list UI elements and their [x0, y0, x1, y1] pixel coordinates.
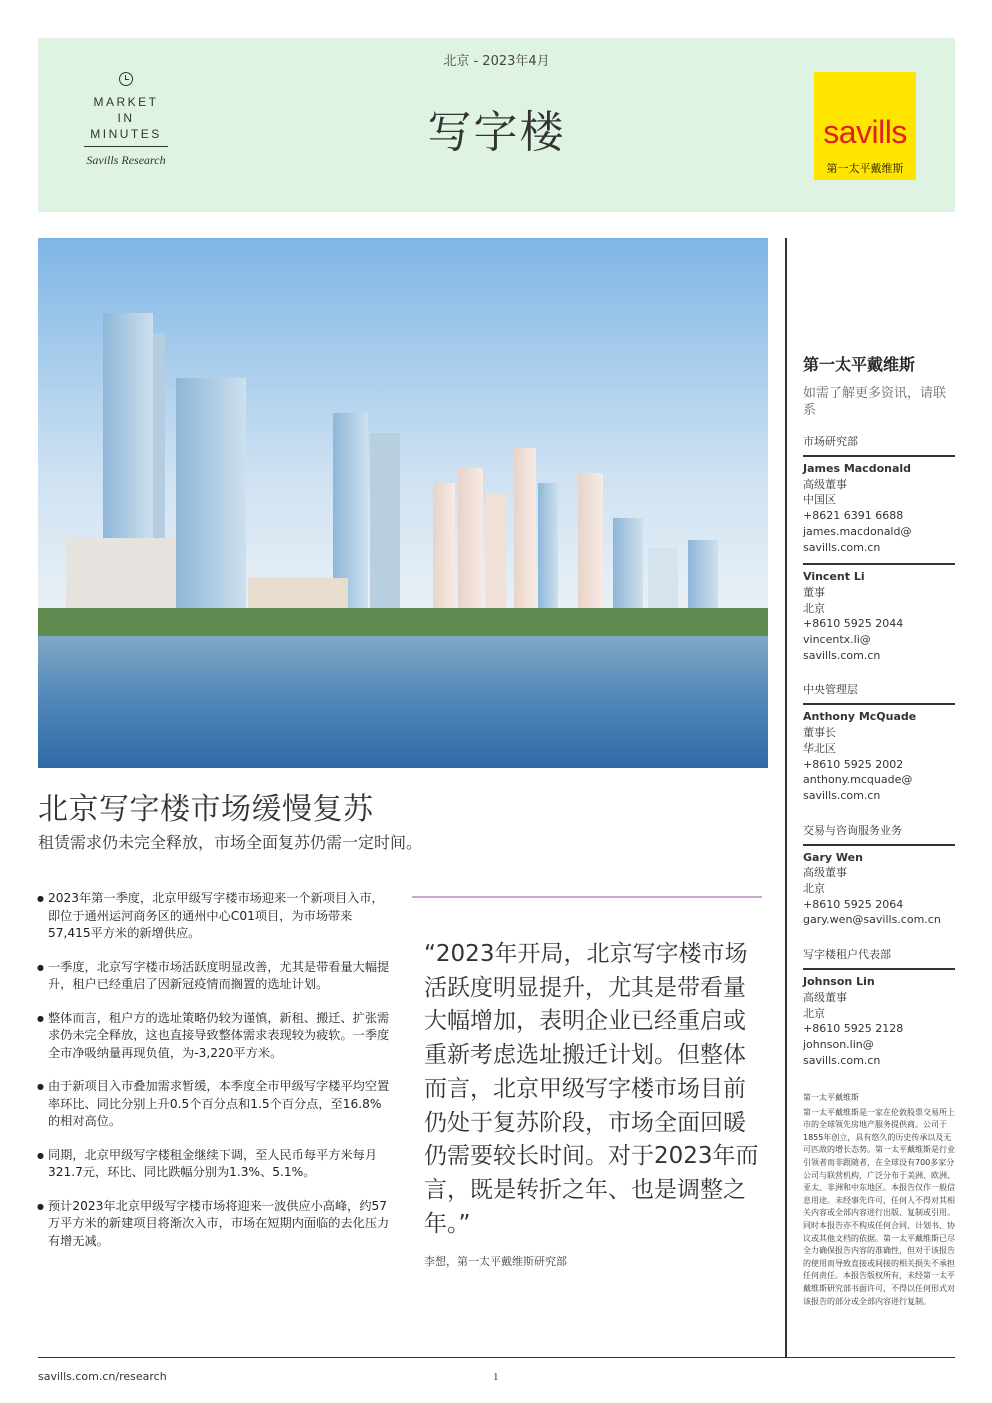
- key-point: ● 同期，北京甲级写字楼租金继续下调，至人民币每平方米每月321.7元，环比、同比跌幅分别为1.3%、5.1%。: [38, 1147, 390, 1182]
- footer-url[interactable]: savills.com.cn/research: [38, 1370, 167, 1383]
- contact-phone: +8610 5925 2064: [803, 897, 904, 911]
- savills-logo: [814, 72, 916, 180]
- department-label: 市场研究部: [803, 435, 858, 448]
- contact-title: 董事: [803, 585, 825, 599]
- contact-email[interactable]: james.macdonald@: [803, 524, 912, 538]
- brand-line: MARKET: [93, 95, 159, 109]
- key-point: ● 由于新项目入市叠加需求暂缓，本季度全市甲级写字楼平均空置率环比、同比分别上升0.5个百分点和1.5个百分点，至16.8%的相对高位。: [38, 1078, 390, 1131]
- department-label: 中央管理层: [803, 683, 858, 697]
- disclaimer-heading: 第一太平戴维斯: [803, 1093, 859, 1102]
- key-point: ● 整体而言，租户方的选址策略仍较为谨慎，新租、搬迁、扩张需求仍未完全释放，这也直接导致整体需求表现较为疲软。一季度全市净吸纳量再现负值，为-3,220平方米。: [38, 1010, 390, 1063]
- department-label: 交易与咨询服务业务: [803, 823, 902, 837]
- contact-title: 高级董事: [803, 990, 847, 1004]
- contact-card: [803, 455, 955, 563]
- contact-name: James Macdonald: [803, 462, 912, 475]
- contacts-sidebar: [803, 352, 955, 1076]
- sidebar-intro: 如需了解更多资讯，请联系: [803, 386, 947, 418]
- contact-region: 北京: [803, 882, 825, 896]
- contact-email-domain[interactable]: savills.com.cn: [803, 540, 881, 554]
- department-label: 写字楼租户代表部: [803, 948, 891, 962]
- contact-title: 高级董事: [803, 866, 847, 880]
- contact-card: [803, 563, 955, 671]
- contact-region: 华北区: [803, 741, 836, 755]
- contact-name: Johnson Lin: [803, 975, 875, 989]
- contact-email-domain[interactable]: savills.com.cn: [803, 1053, 881, 1067]
- key-point: ● 2023年第一季度，北京甲级写字楼市场迎来一个新项目入市，即位于通州运河商务区的通州中心C01项目，为市场带来57,415平方米的新增供应。: [38, 890, 390, 943]
- contact-card: [803, 703, 955, 811]
- contact-title: 董事长: [803, 726, 836, 740]
- logo-chinese-name: 第一太平戴维斯: [826, 162, 904, 175]
- quote-divider: [412, 896, 762, 898]
- contact-email-domain[interactable]: savills.com.cn: [803, 648, 881, 662]
- brand-subtitle: Savills Research: [86, 153, 166, 167]
- contact-region: 中国区: [803, 493, 836, 507]
- contact-email[interactable]: anthony.mcquade@: [803, 773, 913, 787]
- contact-phone: +8610 5925 2044: [803, 617, 904, 631]
- key-point: ● 一季度，北京写字楼市场活跃度明显改善，尤其是带看量大幅提升，租户已经重启了因新冠疫情而搁置的选址计划。: [38, 959, 390, 994]
- article-headline: 北京写字楼市场缓慢复苏: [38, 792, 374, 827]
- article-subheadline: 租赁需求仍未完全释放，市场全面复苏仍需一定时间。: [38, 833, 423, 852]
- contact-email[interactable]: johnson.lin@: [803, 1037, 874, 1051]
- contact-card: [803, 968, 955, 1076]
- key-point: ● 预计2023年北京甲级写字楼市场将迎来一波供应小高峰，约57万平方米的新建项目将渐次入市，市场在短期内面临的去化压力有增无减。: [38, 1198, 390, 1251]
- contact-email-domain[interactable]: savills.com.cn: [803, 788, 881, 802]
- key-points-list: [38, 890, 390, 1266]
- contact-name: Vincent Li: [803, 570, 865, 584]
- disclaimer-text: 第一太平戴维斯是一家在伦敦股票交易所上市的全球领先房地产服务提供商。公司于1855年创立，具有悠久的历史传承以及无可匹敌的增长态势。第一太平戴维斯是行业引领者而非跟随者，在全球设有700多家分公司与联营机构，广泛分布于美洲、欧洲、亚太、非洲和中东地区。本报告仅作一般信息用途。未经事先许可，任何人不得对其相关内容或全部内容进行出版、复制或引用。同时本报告亦不构成任何合同、计划书、协议或其他文档的依据。第一太平戴维斯已尽全力确保报告内容的准确性，但对于该报告的使用而导致直接或间接的相关损失不承担任何责任。本报告版权所有，未经第一太平戴维斯研究部书面许可，不得以任何形式对该报告的部分或全部内容进行复制。: [803, 1107, 955, 1306]
- pull-quote: “2023年开局，北京写字楼市场活跃度明显提升，尤其是带看量大幅增加，表明企业已经重启或重新考虑选址搬迁计划。但整体而言，北京甲级写字楼市场目前仍处于复苏阶段，市场全面回暖仍需要较长时间。对于2023年而言，既是转折之年、也是调整之年。”: [424, 941, 759, 1237]
- logo-wordmark: savills: [823, 114, 907, 150]
- contact-email[interactable]: gary.wen@savills.com.cn: [803, 913, 941, 927]
- column-divider: [785, 238, 787, 1358]
- brand-line: MINUTES: [90, 127, 162, 141]
- contact-name: Gary Wen: [803, 850, 863, 864]
- contact-region: 北京: [803, 601, 825, 615]
- report-header: [38, 38, 955, 212]
- contact-region: 北京: [803, 1006, 825, 1020]
- contact-phone: +8621 6391 6688: [803, 509, 904, 523]
- page-number: 1: [493, 1371, 499, 1383]
- disclaimer: [803, 1092, 957, 1308]
- clock-icon: [119, 72, 133, 86]
- contact-phone: +8610 5925 2002: [803, 757, 904, 771]
- contact-email[interactable]: vincentx.li@: [803, 633, 871, 647]
- footer-divider: [38, 1357, 955, 1358]
- brand-line: IN: [117, 111, 135, 125]
- report-title: 写字楼: [427, 107, 566, 158]
- quote-attribution: 李想，第一太平戴维斯研究部: [424, 1255, 567, 1268]
- sidebar-title: 第一太平戴维斯: [803, 355, 916, 374]
- contact-card: [803, 844, 955, 937]
- contact-phone: +8610 5925 2128: [803, 1022, 904, 1036]
- contact-name: Anthony McQuade: [803, 710, 917, 724]
- contact-title: 高级董事: [803, 477, 847, 491]
- report-dateline: 北京 - 2023年4月: [443, 54, 550, 69]
- skyline-photo: [38, 238, 768, 768]
